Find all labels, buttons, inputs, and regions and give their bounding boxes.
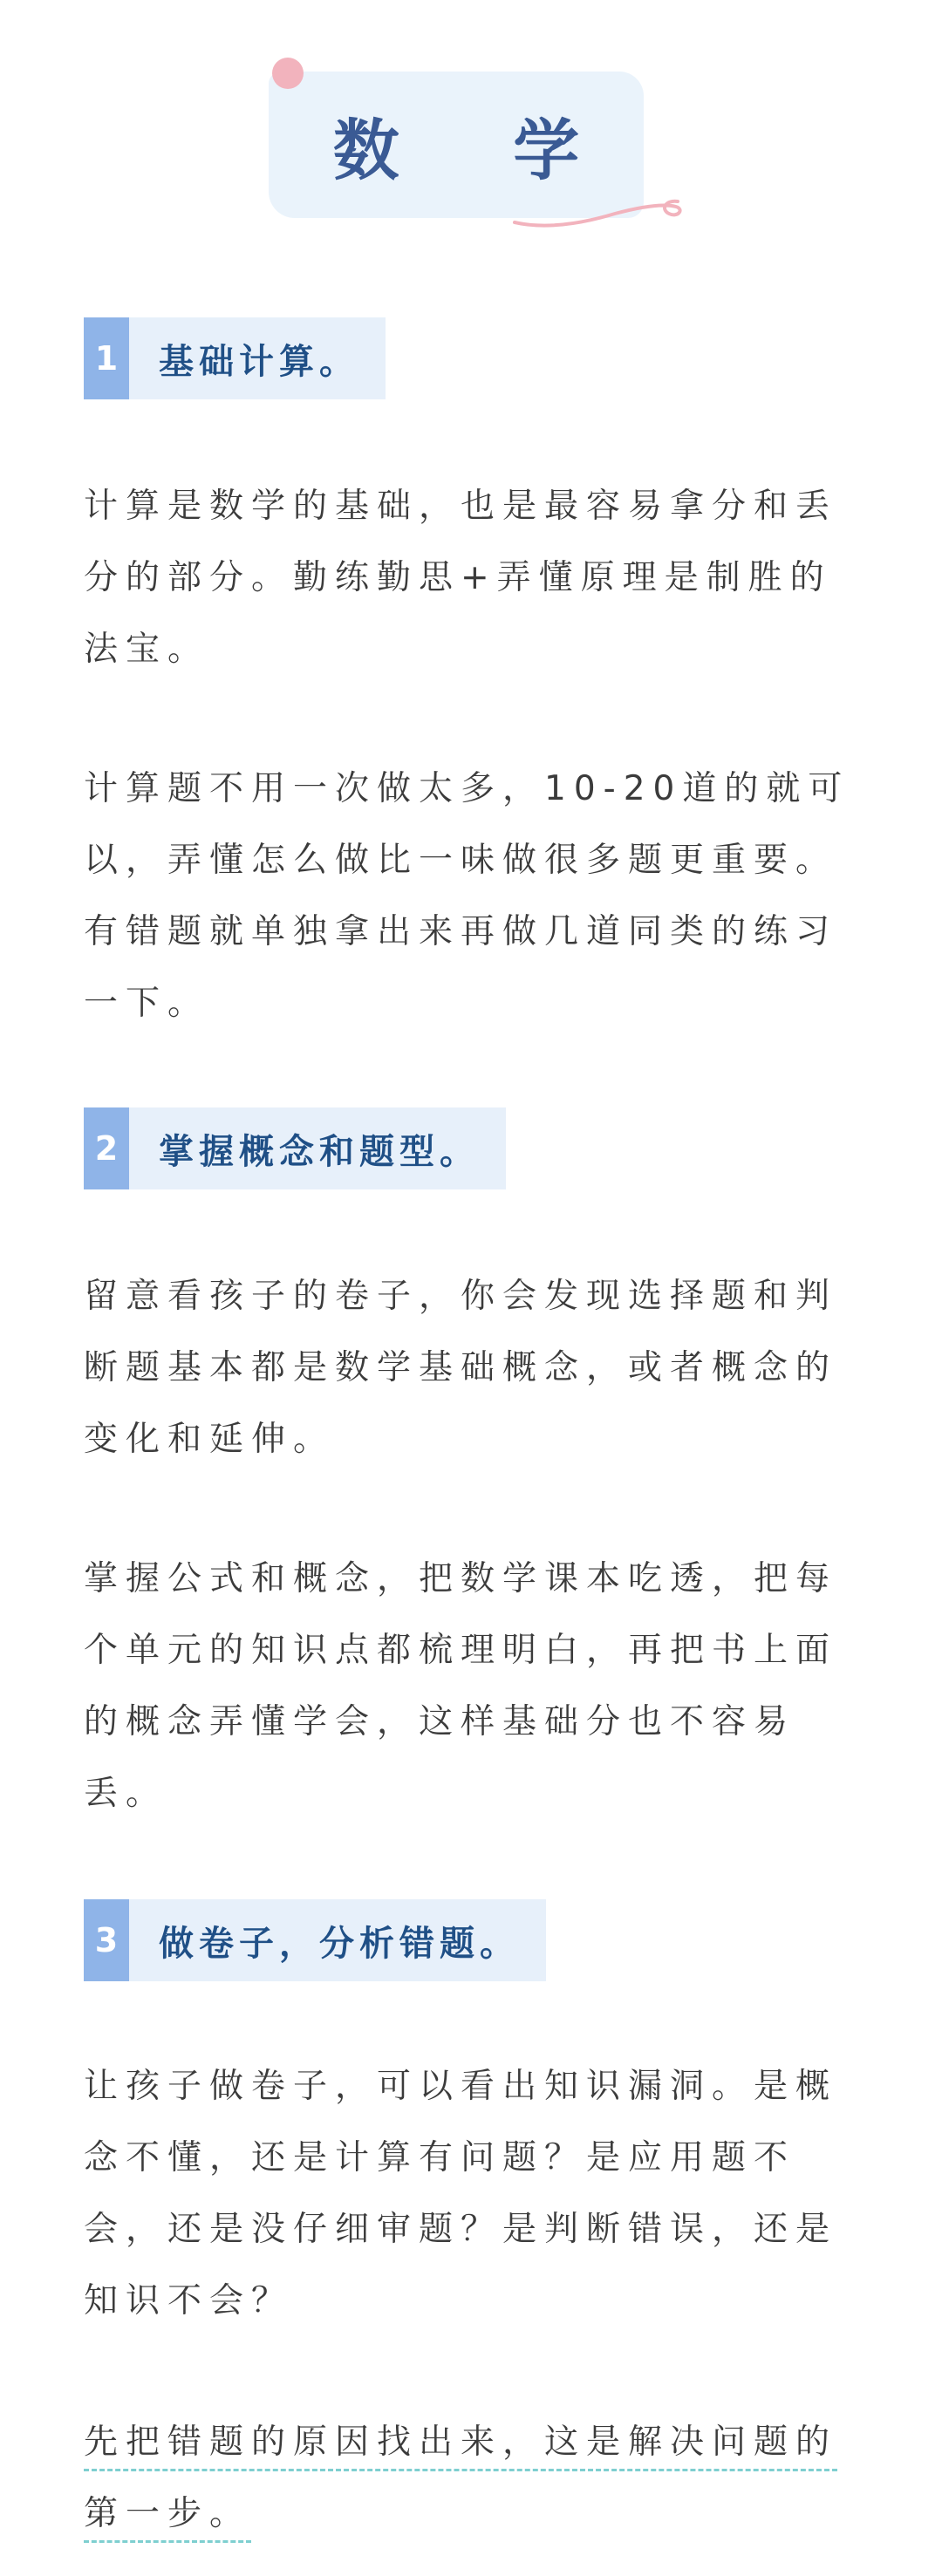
- paragraph: 留意看孩子的卷子，你会发现选择题和判断题基本都是数学基础概念，或者概念的变化和延伸。: [84, 1277, 838, 1459]
- paragraph: 计算题不用一次做太多，10-20道的就可以，弄懂怎么做比一味做很多题更重要。有错题就单独拿出来再做几道同类的练习一下。: [84, 769, 850, 1023]
- section-title: 掌握概念和题型。: [159, 1131, 480, 1172]
- section-number: 2: [84, 1107, 129, 1189]
- section-number: 1: [84, 317, 129, 399]
- page-title: 数 学: [332, 111, 625, 189]
- paragraph: 掌握公式和概念，把数学课本吃透，把每个单元的知识点都梳理明白，再把书上面的概念弄懂学会，这样基础分也不容易丢。: [84, 1559, 838, 1813]
- section-title: 做卷子，分析错题。: [159, 1923, 520, 1964]
- paragraph: 计算是数学的基础，也是最容易拿分和丢分的部分。勤练勤思+弄懂原理是制胜的法宝。: [84, 487, 838, 669]
- section-title: 基础计算。: [159, 341, 359, 382]
- section-header-2: [84, 1107, 506, 1189]
- highlighted-paragraph: 先把错题的原因找出来，这是解决问题的第一步。: [84, 2423, 838, 2533]
- paragraph: 让孩子做卷子，可以看出知识漏洞。是概念不懂，还是计算有问题？是应用题不会，还是没仔细审题？是判断错误，还是知识不会？: [84, 2067, 838, 2320]
- section-number: 3: [84, 1899, 129, 1981]
- section-header-3: [84, 1899, 546, 1981]
- section-header-1: [84, 317, 386, 399]
- swirl-decoration: [510, 187, 685, 240]
